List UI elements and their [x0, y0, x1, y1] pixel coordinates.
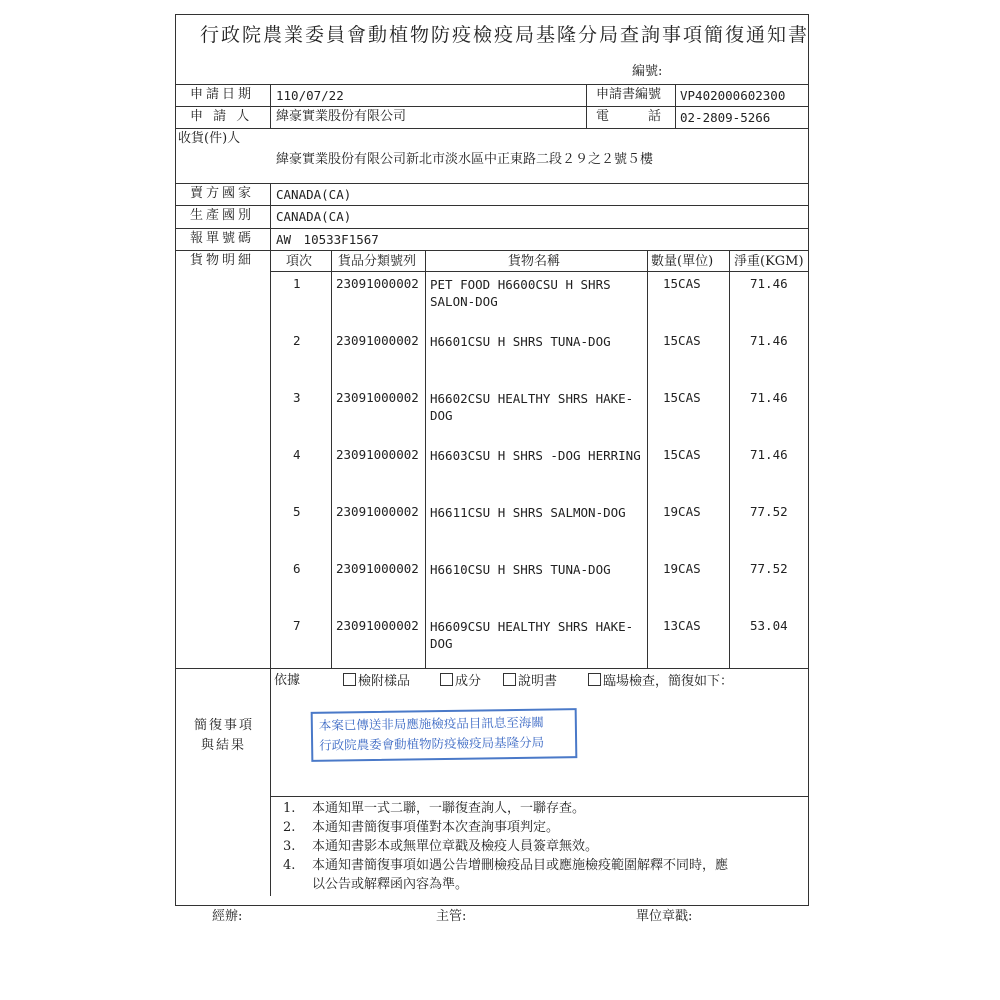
stamp-line-2: 行政院農委會動植物防疫檢疫局基隆分局	[319, 734, 545, 753]
rule	[729, 250, 730, 668]
row-net-weight: 77.52	[750, 504, 788, 519]
header-goods-name: 貨物名稱	[508, 254, 561, 269]
official-stamp	[311, 708, 578, 762]
header-net-weight: 淨重(KGM)	[734, 254, 804, 269]
checkbox-icon[interactable]	[440, 673, 453, 686]
goods-label: 貨物明細	[190, 253, 255, 268]
row-goods-name-continued: DOG	[430, 636, 453, 651]
origin-country-value: CANADA(CA)	[276, 209, 352, 224]
supervisor-label: 主管:	[436, 909, 467, 924]
rule	[586, 84, 587, 128]
option-manual-label: 說明書	[518, 674, 558, 689]
applicant-label: 申 請 人	[190, 109, 253, 124]
declaration-no-label: 報單號碼	[190, 231, 255, 246]
row-quantity: 15CAS	[663, 333, 701, 348]
rule	[647, 250, 648, 668]
phone-label: 電 話	[596, 109, 662, 124]
apply-date-label: 申請日期	[190, 87, 255, 102]
row-net-weight: 71.46	[750, 276, 788, 291]
app-no-value: VP402000602300	[680, 88, 786, 103]
row-quantity: 19CAS	[663, 504, 701, 519]
row-hs-code: 23091000002	[336, 504, 419, 519]
row-quantity: 15CAS	[663, 447, 701, 462]
row-quantity: 15CAS	[663, 390, 701, 405]
row-net-weight: 71.46	[750, 390, 788, 405]
row-goods-name: PET FOOD H6600CSU H SHRS	[430, 277, 611, 292]
row-hs-code: 23091000002	[336, 561, 419, 576]
row-goods-name: H6602CSU HEALTHY SHRS HAKE-	[430, 391, 634, 406]
app-no-label: 申請書編號	[596, 87, 662, 102]
stamp-line-1: 本案已傳送非局應施檢疫品目訊息至海關	[318, 714, 544, 733]
consignee-value: 緯豪實業股份有限公司新北市淡水區中正東路二段２９之２號５樓	[276, 152, 654, 167]
checkbox-icon[interactable]	[503, 673, 516, 686]
row-item-no: 2	[293, 333, 301, 348]
row-net-weight: 77.52	[750, 561, 788, 576]
rule	[270, 183, 271, 896]
row-hs-code: 23091000002	[336, 618, 419, 633]
option-onsite-label: 臨場檢查，簡復如下：	[603, 674, 734, 689]
rule	[270, 84, 271, 128]
row-hs-code: 23091000002	[336, 390, 419, 405]
declaration-no-value: AW 10533F1567	[276, 232, 379, 247]
rule	[331, 250, 332, 668]
header-hs-code: 貨品分類號列	[338, 254, 417, 269]
seller-country-value: CANADA(CA)	[276, 187, 352, 202]
phone-value: 02-2809-5266	[680, 110, 771, 125]
option-onsite-inspection[interactable]	[588, 673, 733, 690]
header-quantity: 數量(單位)	[651, 254, 714, 269]
unit-stamp-label: 單位章戳:	[636, 909, 693, 924]
row-goods-name: H6610CSU H SHRS TUNA-DOG	[430, 562, 611, 577]
row-goods-name: H6601CSU H SHRS TUNA-DOG	[430, 334, 611, 349]
row-hs-code: 23091000002	[336, 333, 419, 348]
row-item-no: 4	[293, 447, 301, 462]
row-net-weight: 53.04	[750, 618, 788, 633]
reply-label-2: 與結果	[201, 738, 247, 753]
option-ingredients-label: 成分	[455, 674, 482, 689]
note-text: 本通知單一式二聯，一聯復查詢人，一聯存查。	[312, 801, 586, 816]
row-goods-name-continued: DOG	[430, 408, 453, 423]
consignee-label: 收貨(件)人	[178, 131, 241, 146]
header-item-no: 項次	[286, 254, 313, 269]
row-item-no: 6	[293, 561, 301, 576]
row-quantity: 15CAS	[663, 276, 701, 291]
serial-label: 編號:	[632, 64, 663, 79]
row-net-weight: 71.46	[750, 447, 788, 462]
reply-label-1: 簡復事項	[194, 718, 255, 733]
note-text: 本通知書簡復事項僅對本次查詢事項判定。	[312, 820, 560, 835]
note-number: 4.	[283, 858, 296, 873]
checkbox-icon[interactable]	[343, 673, 356, 686]
option-sample[interactable]	[343, 673, 410, 690]
checkbox-icon[interactable]	[588, 673, 601, 686]
rule	[270, 796, 809, 797]
apply-date-value: 110/07/22	[276, 88, 344, 103]
rule	[175, 128, 809, 129]
option-sample-label: 檢附樣品	[358, 674, 411, 689]
row-item-no: 7	[293, 618, 301, 633]
option-manual[interactable]	[503, 673, 557, 690]
note-text: 本通知書影本或無單位章戳及檢疫人員簽章無效。	[312, 839, 599, 854]
note-number: 3.	[283, 839, 296, 854]
row-item-no: 1	[293, 276, 301, 291]
origin-country-label: 生產國別	[190, 208, 255, 223]
rule	[425, 250, 426, 668]
seller-country-label: 賣方國家	[190, 186, 255, 201]
row-hs-code: 23091000002	[336, 447, 419, 462]
row-goods-name: H6611CSU H SHRS SALMON-DOG	[430, 505, 626, 520]
row-net-weight: 71.46	[750, 333, 788, 348]
row-hs-code: 23091000002	[336, 276, 419, 291]
document-title: 行政院農業委員會動植物防疫檢疫局基隆分局查詢事項簡復通知書	[200, 24, 810, 46]
handler-label: 經辦:	[212, 909, 243, 924]
basis-label: 依據	[274, 673, 301, 688]
row-quantity: 19CAS	[663, 561, 701, 576]
row-goods-name: H6603CSU H SHRS -DOG HERRING	[430, 448, 641, 463]
row-goods-name-continued: SALON-DOG	[430, 294, 498, 309]
note-number: 1.	[283, 801, 296, 816]
rule	[675, 84, 676, 128]
option-ingredients[interactable]	[440, 673, 481, 690]
row-goods-name: H6609CSU HEALTHY SHRS HAKE-	[430, 619, 634, 634]
row-item-no: 3	[293, 390, 301, 405]
applicant-value: 緯豪實業股份有限公司	[276, 109, 407, 124]
row-item-no: 5	[293, 504, 301, 519]
note-text: 以公告或解釋函內容為準。	[312, 877, 469, 892]
note-text: 本通知書簡復事項如遇公告增刪檢疫品目或應施檢疫範圍解釋不同時，應	[312, 858, 729, 873]
row-quantity: 13CAS	[663, 618, 701, 633]
note-number: 2.	[283, 820, 296, 835]
